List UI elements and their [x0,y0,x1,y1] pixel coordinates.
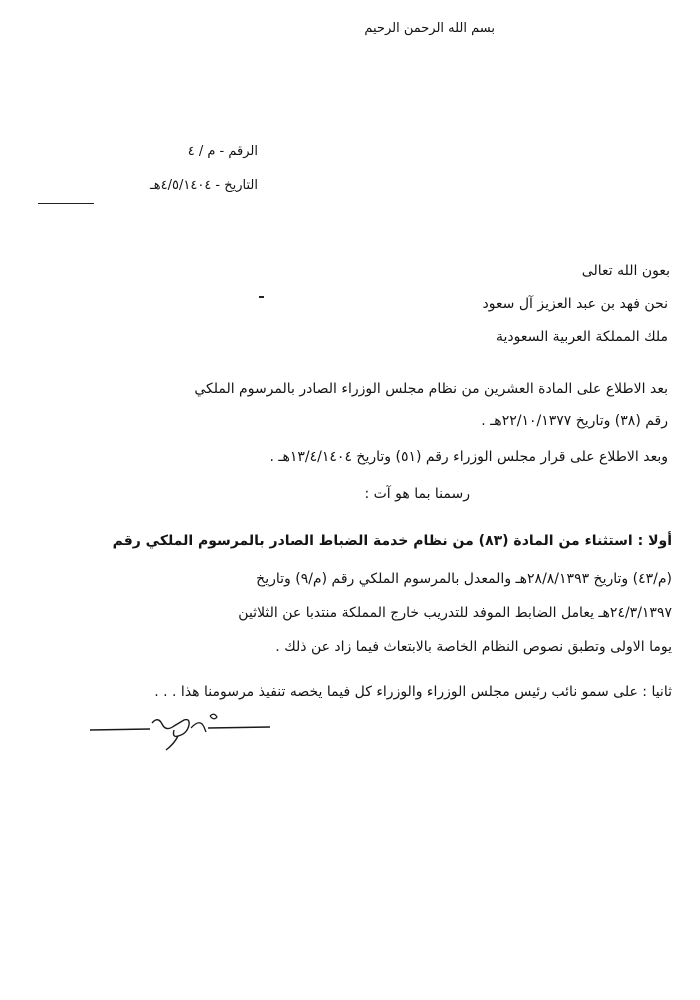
article-1-line-3: ٢٤/٣/١٣٩٧هـ يعامل الضابط الموفد للتدريب خارج المملكة منتدبا عن الثلاثين [238,605,672,621]
article-1-line-2: (م/٤٣) وتاريخ ٢٨/٨/١٣٩٣هـ والمعدل بالمرسوم الملكي رقم (م/٩) وتاريخ [256,571,672,587]
article-1-line-4: يوما الاولى وتطبق نصوص النظام الخاصة بالابتعاث فيما زاد عن ذلك . [275,639,672,655]
basmala-heading: بسم الله الرحمن الرحيم [364,21,495,36]
paragraph-1-line-1: بعد الاطلاع على المادة العشرين من نظام مجلس الوزراء الصادر بالمرسوم الملكي [194,381,668,397]
king-name-line: نحن فهد بن عبد العزيز آل سعود [482,296,668,312]
paragraph-2: وبعد الاطلاع على قرار مجلس الوزراء رقم (٥١) وتاريخ ١٣/٤/١٤٠٤هـ . [269,449,668,465]
reference-date: التاريخ - ٤/٥/١٤٠٤هـ [149,178,258,193]
invocation-line: بعون الله تعالى [581,263,670,279]
decree-intro: رسمنا بما هو آت : [364,486,470,502]
handwritten-signature [88,710,273,760]
date-underline-divider [38,203,94,204]
stray-ink-mark [259,296,264,298]
article-1-line-1: أولا : استثناء من المادة (٨٣) من نظام خدمة الضباط الصادر بالمرسوم الملكي رقم [112,533,672,549]
article-2: ثانيا : على سمو نائب رئيس مجلس الوزراء والوزراء كل فيما يخصه تنفيذ مرسومنا هذا . . . [154,684,672,700]
reference-number: الرقم - م / ٤ [187,144,258,159]
paragraph-1-line-2: رقم (٣٨) وتاريخ ٢٢/١٠/١٣٧٧هـ . [481,413,668,429]
king-title-line: ملك المملكة العربية السعودية [495,329,668,345]
